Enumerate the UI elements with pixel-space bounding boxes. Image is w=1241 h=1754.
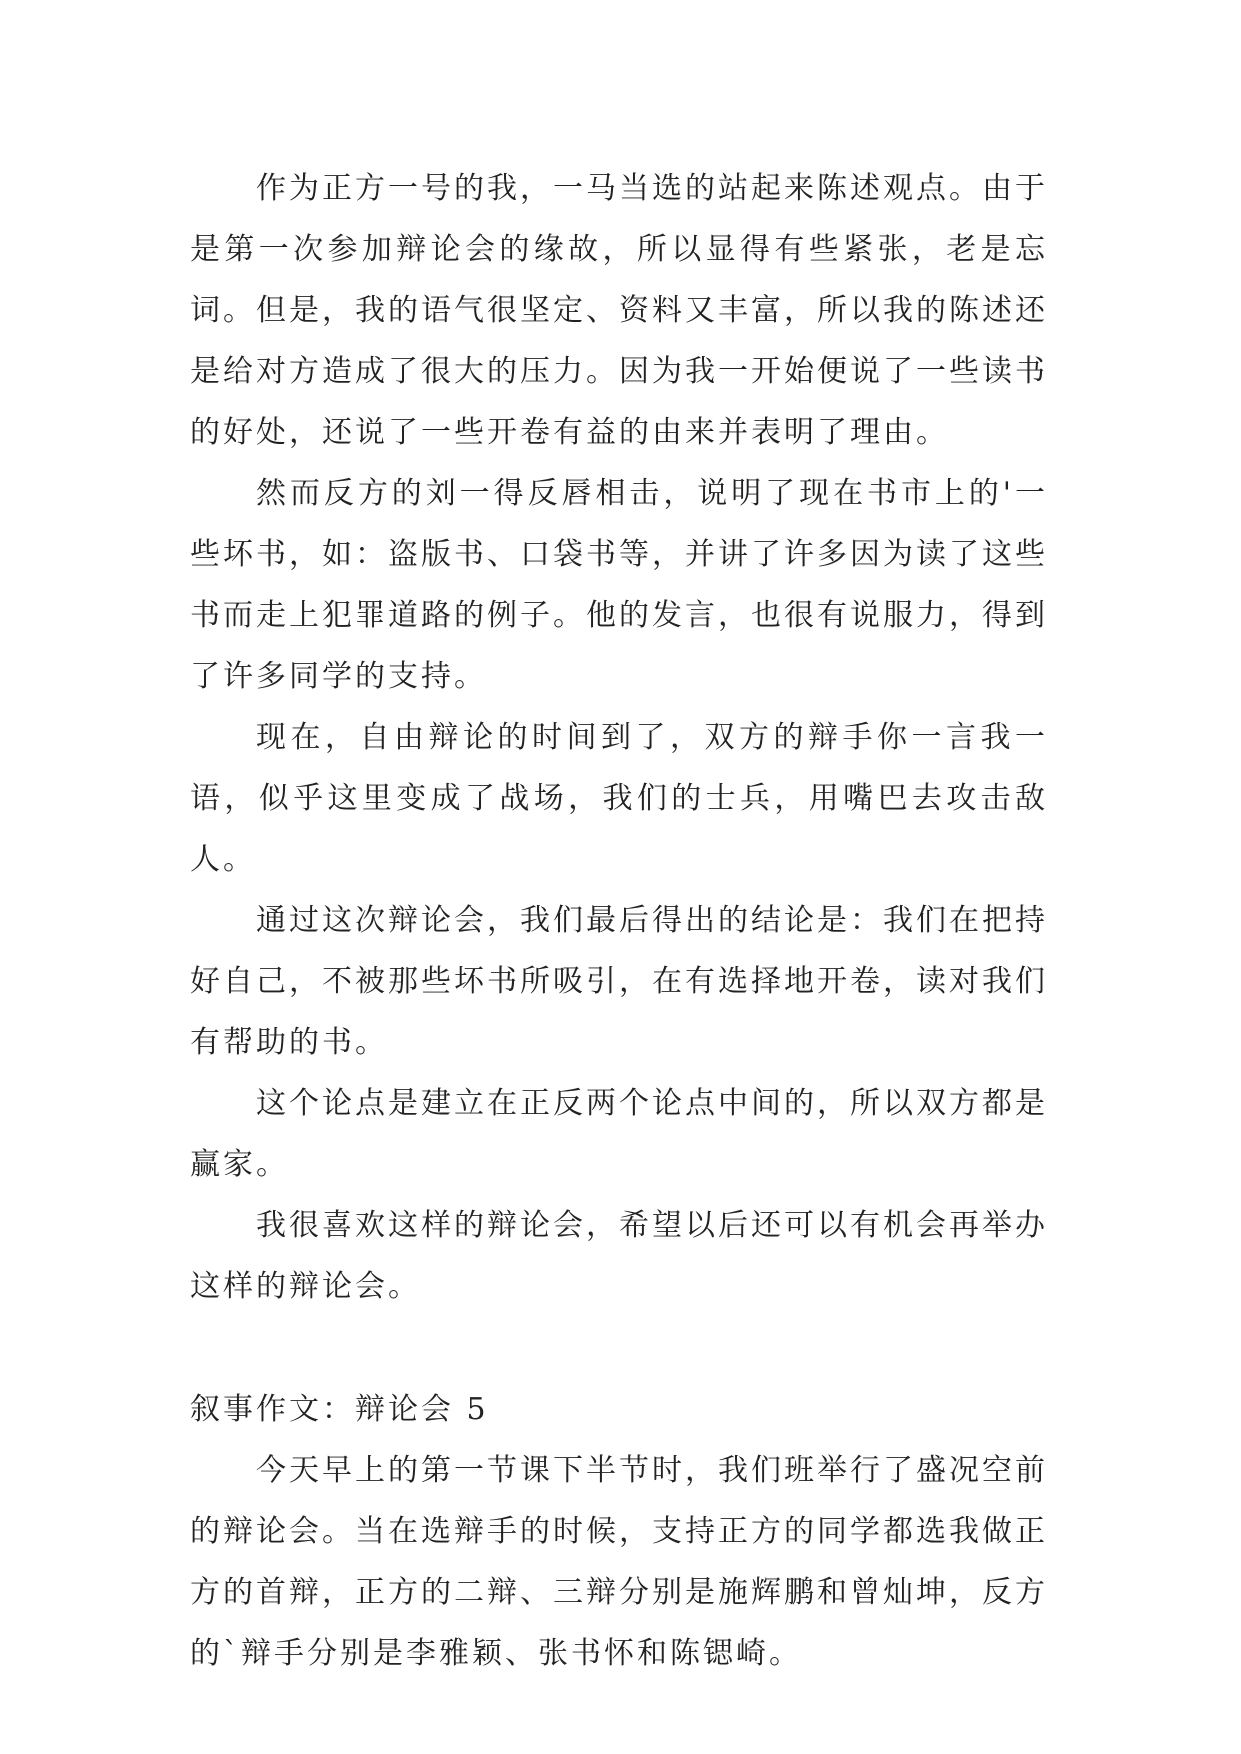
paragraph: 然而反方的刘一得反唇相击，说明了现在书市上的'一些坏书，如：盗版书、口袋书等，并讲了许多因为读了这些书而走上犯罪道路的例子。他的发言，也很有说服力，得到了许多同学的支持。 — [190, 476, 1048, 694]
document-body — [190, 158, 1048, 1684]
paragraph: 这个论点是建立在正反两个论点中间的，所以双方都是赢家。 — [190, 1086, 1048, 1182]
paragraph: 现在，自由辩论的时间到了，双方的辩手你一言我一语，似乎这里变成了战场，我们的士兵，用嘴巴去攻击敌人。 — [190, 720, 1048, 877]
paragraph: 作为正方一号的我，一马当选的站起来陈述观点。由于是第一次参加辩论会的缘故，所以显得有些紧张，老是忘词。但是，我的语气很坚定、资料又丰富，所以我的陈述还是给对方造成了很大的压力。因为我一开始便说了一些读书的好处，还说了一些开卷有益的由来并表明了理由。 — [190, 171, 1048, 450]
paragraph: 通过这次辩论会，我们最后得出的结论是：我们在把持好自己，不被那些坏书所吸引，在有选择地开卷，读对我们有帮助的书。 — [190, 903, 1048, 1060]
paragraph: 今天早上的第一节课下半节时，我们班举行了盛况空前的辩论会。当在选辩手的时候，支持正方的同学都选我做正方的首辩，正方的二辩、三辩分别是施辉鹏和曾灿坤，反方的`辩手分别是李雅颖、张书怀和陈锶崎。 — [190, 1453, 1048, 1671]
paragraph: 我很喜欢这样的辩论会，希望以后还可以有机会再举办这样的辩论会。 — [190, 1208, 1048, 1304]
section-title: 叙事作文：辩论会 5 — [190, 1392, 489, 1427]
